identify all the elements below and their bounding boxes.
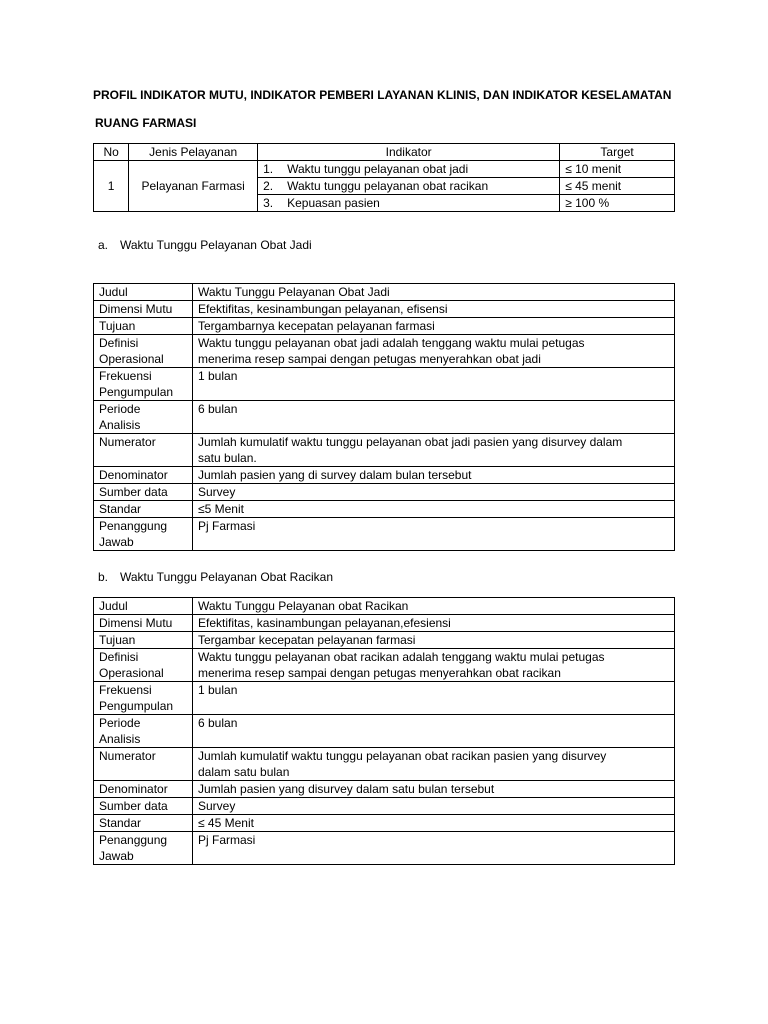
profile-value-line: satu bulan.	[198, 451, 257, 465]
profile-value-line: menerima resep sampai dengan petugas menyerahkan obat jadi	[198, 352, 541, 366]
profile-value-line: Tergambar kecepatan pelayanan farmasi	[198, 633, 416, 647]
profile-label-line: Penanggung	[99, 833, 168, 847]
profile-value	[193, 434, 675, 467]
profile-label-line: Dimensi Mutu	[99, 616, 173, 630]
summary-indicator	[258, 195, 560, 212]
profile-label	[94, 632, 193, 649]
summary-target: ≤ 10 menit	[560, 161, 675, 178]
profile-value-line: ≤5 Menit	[198, 502, 244, 516]
profile-value-line: Survey	[198, 799, 236, 813]
header-jenis-pelayanan: Jenis Pelayanan	[129, 144, 258, 161]
document-subtitle: RUANG FARMASI	[95, 116, 197, 130]
profile-label	[94, 615, 193, 632]
section-b-heading	[98, 570, 333, 584]
profile-row	[94, 598, 675, 615]
profile-value-line: Jumlah kumulatif waktu tunggu pelayanan obat jadi pasien yang disurvey dalam	[198, 435, 623, 449]
profile-value-line: 1 bulan	[198, 369, 238, 383]
profile-row	[94, 832, 675, 865]
profile-row	[94, 715, 675, 748]
section-title: Waktu Tunggu Pelayanan Obat Racikan	[120, 570, 334, 584]
summary-table	[93, 143, 675, 212]
profile-row	[94, 467, 675, 484]
profile-label-line: Judul	[99, 285, 128, 299]
profile-value	[193, 781, 675, 798]
profile-label	[94, 368, 193, 401]
profile-value	[193, 615, 675, 632]
summary-row	[94, 161, 675, 178]
profile-label	[94, 682, 193, 715]
profile-label-line: Jawab	[99, 849, 134, 863]
profile-value	[193, 649, 675, 682]
indicator-text: Waktu tunggu pelayanan obat jadi	[287, 162, 469, 176]
profile-label-line: Numerator	[99, 435, 156, 449]
profile-row	[94, 284, 675, 301]
profile-label-line: Operasional	[99, 666, 164, 680]
profile-label-line: Frekuensi	[99, 369, 152, 383]
document-title: PROFIL INDIKATOR MUTU, INDIKATOR PEMBERI LAYANAN KLINIS, DAN INDIKATOR KESELAMATAN	[93, 88, 672, 102]
indicator-text: Kepuasan pasien	[287, 196, 380, 210]
profile-row	[94, 484, 675, 501]
indicator-number: 3.	[263, 196, 274, 210]
profile-row	[94, 815, 675, 832]
profile-row	[94, 649, 675, 682]
profile-value-line: 6 bulan	[198, 716, 238, 730]
profile-value-line: ≤ 45 Menit	[198, 816, 254, 830]
profile-value	[193, 682, 675, 715]
section-a-heading	[98, 238, 312, 252]
profile-rows	[94, 598, 675, 865]
profile-value	[193, 501, 675, 518]
profile-label-line: Periode	[99, 716, 141, 730]
profile-label	[94, 501, 193, 518]
profile-label-line: Standar	[99, 502, 142, 516]
profile-row	[94, 798, 675, 815]
profile-label-line: Penanggung	[99, 519, 168, 533]
profile-label	[94, 401, 193, 434]
section-title: Waktu Tunggu Pelayanan Obat Jadi	[120, 238, 312, 252]
profile-value	[193, 318, 675, 335]
profile-label-line: Dimensi Mutu	[99, 302, 173, 316]
header-no: No	[94, 144, 129, 161]
profile-label-line: Sumber data	[99, 799, 168, 813]
profile-label	[94, 715, 193, 748]
profile-row	[94, 434, 675, 467]
profile-row	[94, 318, 675, 335]
profile-value-line: Efektifitas, kasinambungan pelayanan,efesiensi	[198, 616, 451, 630]
profile-label-line: Frekuensi	[99, 683, 152, 697]
summary-no: 1	[94, 161, 129, 212]
profile-label-line: Tujuan	[99, 319, 136, 333]
section-letter: a.	[98, 238, 109, 252]
section-letter: b.	[98, 570, 109, 584]
profile-value-line: Pj Farmasi	[198, 833, 256, 847]
profile-label-line: Definisi	[99, 650, 139, 664]
profile-label	[94, 284, 193, 301]
summary-target: ≥ 100 %	[560, 195, 675, 212]
profile-value	[193, 798, 675, 815]
profile-row	[94, 632, 675, 649]
profile-row	[94, 615, 675, 632]
profile-row	[94, 335, 675, 368]
profile-label-line: Judul	[99, 599, 128, 613]
profile-row	[94, 748, 675, 781]
profile-rows	[94, 284, 675, 551]
profile-value-line: Waktu Tunggu Pelayanan obat Racikan	[198, 599, 409, 613]
profile-label	[94, 484, 193, 501]
profile-value	[193, 335, 675, 368]
profile-label	[94, 781, 193, 798]
profile-label-line: Operasional	[99, 352, 164, 366]
summary-indicator	[258, 161, 560, 178]
profile-value	[193, 715, 675, 748]
profile-label	[94, 518, 193, 551]
profile-label	[94, 649, 193, 682]
profile-value	[193, 832, 675, 865]
profile-label-line: Denominator	[99, 468, 168, 482]
profile-value-line: Jumlah pasien yang di survey dalam bulan tersebut	[198, 468, 472, 482]
profile-label-line: Periode	[99, 402, 141, 416]
profile-value-line: 1 bulan	[198, 683, 238, 697]
profile-row	[94, 518, 675, 551]
profile-label-line: Pengumpulan	[99, 385, 174, 399]
profile-row	[94, 301, 675, 318]
profile-row	[94, 401, 675, 434]
profile-label	[94, 832, 193, 865]
profile-row	[94, 682, 675, 715]
summary-service: Pelayanan Farmasi	[129, 161, 258, 212]
profile-label-line: Analisis	[99, 418, 141, 432]
header-target: Target	[560, 144, 675, 161]
profile-value-line: Tergambarnya kecepatan pelayanan farmasi	[198, 319, 435, 333]
profile-value	[193, 284, 675, 301]
profile-label	[94, 748, 193, 781]
profile-label-line: Standar	[99, 816, 142, 830]
profile-table-b	[93, 597, 675, 865]
profile-value-line: 6 bulan	[198, 402, 238, 416]
indicator-number: 2.	[263, 179, 274, 193]
profile-label	[94, 598, 193, 615]
profile-label	[94, 815, 193, 832]
profile-value-line: Efektifitas, kesinambungan pelayanan, efisensi	[198, 302, 448, 316]
profile-value	[193, 518, 675, 551]
summary-indicator	[258, 178, 560, 195]
summary-target: ≤ 45 menit	[560, 178, 675, 195]
profile-value	[193, 467, 675, 484]
profile-value	[193, 815, 675, 832]
indicator-number: 1.	[263, 162, 274, 176]
profile-value	[193, 484, 675, 501]
profile-value	[193, 301, 675, 318]
profile-value	[193, 368, 675, 401]
profile-value-line: menerima resep sampai dengan petugas menyerahkan obat racikan	[198, 666, 561, 680]
profile-label-line: Jawab	[99, 535, 134, 549]
profile-value-line: Pj Farmasi	[198, 519, 256, 533]
profile-label	[94, 434, 193, 467]
profile-value-line: dalam satu bulan	[198, 765, 290, 779]
profile-label-line: Denominator	[99, 782, 168, 796]
profile-value-line: Waktu Tunggu Pelayanan Obat Jadi	[198, 285, 390, 299]
profile-label-line: Analisis	[99, 732, 141, 746]
profile-value-line: Jumlah kumulatif waktu tunggu pelayanan obat racikan pasien yang disurvey	[198, 749, 607, 763]
profile-label	[94, 335, 193, 368]
profile-value	[193, 632, 675, 649]
indicator-text: Waktu tunggu pelayanan obat racikan	[287, 179, 489, 193]
profile-value	[193, 401, 675, 434]
profile-label-line: Tujuan	[99, 633, 136, 647]
profile-row	[94, 781, 675, 798]
profile-label-line: Pengumpulan	[99, 699, 174, 713]
profile-label-line: Sumber data	[99, 485, 168, 499]
profile-label-line: Definisi	[99, 336, 139, 350]
profile-label	[94, 798, 193, 815]
summary-header-row	[94, 144, 675, 161]
profile-label	[94, 467, 193, 484]
profile-label	[94, 301, 193, 318]
profile-value	[193, 748, 675, 781]
profile-row	[94, 501, 675, 518]
profile-label	[94, 318, 193, 335]
profile-value	[193, 598, 675, 615]
profile-value-line: Survey	[198, 485, 236, 499]
profile-row	[94, 368, 675, 401]
profile-label-line: Numerator	[99, 749, 156, 763]
header-indikator: Indikator	[258, 144, 560, 161]
profile-table-a	[93, 283, 675, 551]
profile-value-line: Waktu tunggu pelayanan obat jadi adalah tenggang waktu mulai petugas	[198, 336, 585, 350]
profile-value-line: Jumlah pasien yang disurvey dalam satu bulan tersebut	[198, 782, 495, 796]
profile-value-line: Waktu tunggu pelayanan obat racikan adalah tenggang waktu mulai petugas	[198, 650, 605, 664]
